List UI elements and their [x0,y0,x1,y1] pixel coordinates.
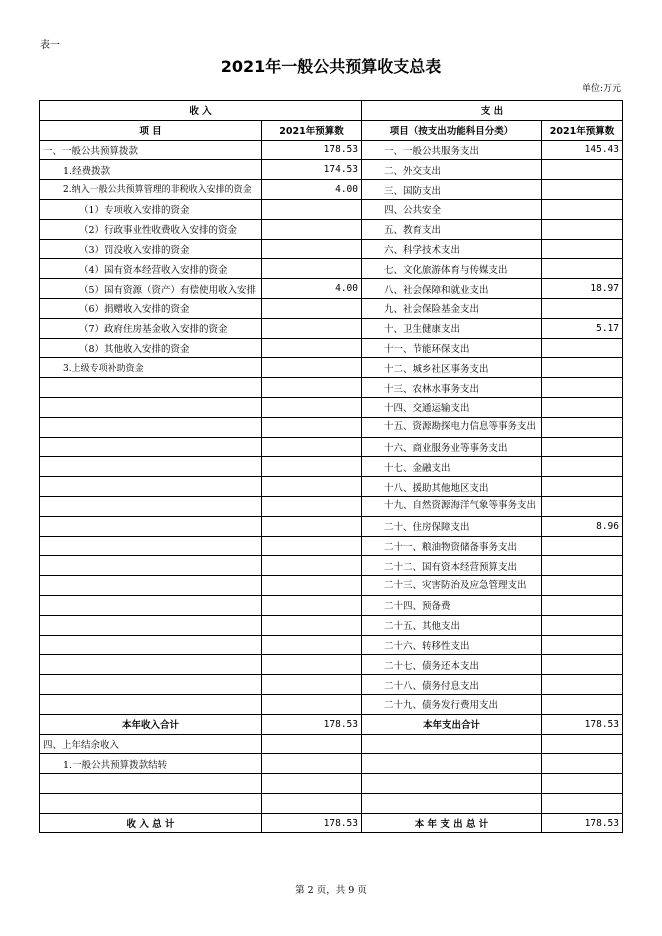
expense-item-cell: 八、社会保障和就业支出 [362,279,542,299]
carryover-value-cell [262,774,362,794]
expense-value-cell [542,298,623,318]
expense-item-cell: 十三、农林水事务支出 [362,378,542,398]
income-value-cell [262,199,362,219]
expense-value-cell [542,417,623,437]
expense-value-cell [542,576,623,596]
income-item-cell: （6）捐赠收入安排的资金 [40,298,262,318]
income-item-cell [40,615,262,635]
carryover-value-cell [262,793,362,813]
income-value-cell [262,477,362,497]
table-row [40,140,623,160]
grand-total-row [40,813,623,833]
expense-value-cell: 8.96 [542,516,623,536]
income-value-cell [262,239,362,259]
grand-income-value: 178.53 [262,813,362,833]
expense-item-cell: 二十九、债务发行费用支出 [362,694,542,714]
table-row [40,378,623,398]
carryover-expense-cell [362,754,542,774]
income-item-cell: （5）国有资源（资产）有偿使用收入安排 [40,279,262,299]
income-value-cell [262,219,362,239]
expense-total-value: 178.53 [542,714,623,734]
carryover-expense-cell [362,793,542,813]
income-item-cell [40,417,262,437]
expense-item-cell: 二、外交支出 [362,160,542,180]
expense-item-cell: 十七、金融支出 [362,457,542,477]
page-footer: 第 2 页，共 9 页 [295,885,367,896]
income-item-cell [40,595,262,615]
income-value-cell [262,675,362,695]
expense-item-cell: 四、公共安全 [362,199,542,219]
expense-value-cell [542,694,623,714]
income-item-cell [40,675,262,695]
income-item-cell [40,457,262,477]
expense-item-cell: 六、科学技术支出 [362,239,542,259]
expense-item-cell: 十五、资源勘探电力信息等事务支出 [362,417,542,437]
income-budget-header: 2021年预算数 [262,120,362,140]
header-column-row [40,120,623,140]
expense-value-cell [542,397,623,417]
income-value-cell: 174.53 [262,160,362,180]
income-group-header: 收 入 [40,101,362,121]
expense-value-cell: 18.97 [542,279,623,299]
table-row [40,219,623,239]
carryover-row [40,754,623,774]
expense-value-cell [542,556,623,576]
grand-expense-value: 178.53 [542,813,623,833]
expense-item-cell: 十一、节能环保支出 [362,338,542,358]
income-value-cell [262,595,362,615]
carryover-value-cell [262,754,362,774]
table-row [40,259,623,279]
income-value-cell [262,259,362,279]
table-row [40,516,623,536]
expense-value-cell [542,675,623,695]
income-item-cell [40,694,262,714]
income-item-cell [40,635,262,655]
income-value-cell: 178.53 [262,140,362,160]
table-row [40,160,623,180]
expense-value-cell [542,378,623,398]
table-row [40,576,623,596]
income-item-cell [40,536,262,556]
page-title: 2021年一般公共预算收支总表 [220,57,442,76]
income-value-cell [262,437,362,457]
expense-item-cell: 二十、住房保障支出 [362,516,542,536]
income-item-cell [40,397,262,417]
table-row [40,338,623,358]
expense-total-label: 本年支出合计 [362,714,542,734]
table-row [40,477,623,497]
expense-value-cell [542,338,623,358]
expense-item-cell: 五、教育支出 [362,219,542,239]
expense-item-cell: 二十五、其他支出 [362,615,542,635]
income-value-cell [262,318,362,338]
grand-income-label: 收 入 总 计 [40,813,262,833]
table-row [40,239,623,259]
carryover-expense-value-cell [542,754,623,774]
income-item-cell [40,378,262,398]
carryover-expense-cell [362,774,542,794]
expense-value-cell [542,437,623,457]
income-item-cell [40,655,262,675]
income-value-cell [262,397,362,417]
carryover-expense-value-cell [542,774,623,794]
income-value-cell [262,556,362,576]
income-item-cell: （7）政府住房基金收入安排的资金 [40,318,262,338]
income-item-header: 项 目 [40,120,262,140]
expense-value-cell [542,496,623,516]
budget-table [39,100,623,833]
grand-expense-label: 本 年 支 出 总 计 [362,813,542,833]
table-row [40,694,623,714]
expense-value-cell [542,536,623,556]
table-row [40,180,623,200]
table-row [40,298,623,318]
table-row [40,655,623,675]
income-item-cell: （2）行政事业性收费收入安排的资金 [40,219,262,239]
income-value-cell [262,615,362,635]
income-value-cell [262,516,362,536]
table-row [40,318,623,338]
expense-budget-header: 2021年预算数 [542,120,623,140]
expense-value-cell [542,239,623,259]
table-row [40,675,623,695]
expense-value-cell [542,160,623,180]
income-item-cell: 3.上级专项补助资金 [40,358,262,378]
table-row [40,279,623,299]
table-row [40,536,623,556]
expense-item-header: 项目（按支出功能科目分类） [362,120,542,140]
income-total-value: 178.53 [262,714,362,734]
expense-item-cell: 二十六、转移性支出 [362,635,542,655]
income-item-cell [40,576,262,596]
expense-item-cell: 三、国防支出 [362,180,542,200]
expense-value-cell [542,595,623,615]
expense-item-cell: 七、文化旅游体育与传媒支出 [362,259,542,279]
income-item-cell: （1）专项收入安排的资金 [40,199,262,219]
expense-item-cell: 二十四、预备费 [362,595,542,615]
income-value-cell [262,298,362,318]
income-value-cell [262,378,362,398]
expense-item-cell: 二十三、灾害防治及应急管理支出 [362,576,542,596]
income-value-cell: 4.00 [262,279,362,299]
expense-value-cell: 5.17 [542,318,623,338]
expense-item-cell: 十八、援助其他地区支出 [362,477,542,497]
table-row [40,397,623,417]
income-item-cell: 2.纳入一般公共预算管理的非税收入安排的资金 [40,180,262,200]
carryover-item-cell [40,774,262,794]
income-value-cell [262,655,362,675]
expense-value-cell [542,615,623,635]
expense-item-cell: 十九、自然资源海洋气象等事务支出 [362,496,542,516]
table-row [40,635,623,655]
carryover-row [40,734,623,754]
expense-item-cell: 十、卫生健康支出 [362,318,542,338]
income-item-cell [40,437,262,457]
table-row [40,199,623,219]
expense-item-cell: 二十八、债务付息支出 [362,675,542,695]
table-row [40,615,623,635]
carryover-expense-value-cell [542,734,623,754]
income-value-cell [262,338,362,358]
unit-label: 单位:万元 [581,84,621,94]
table-row [40,496,623,516]
expense-value-cell [542,358,623,378]
carryover-expense-cell [362,734,542,754]
carryover-row [40,774,623,794]
expense-item-cell: 二十二、国有资本经营预算支出 [362,556,542,576]
expense-item-cell: 二十一、粮油物资储备事务支出 [362,536,542,556]
expense-value-cell [542,259,623,279]
income-value-cell [262,694,362,714]
expense-item-cell: 二十七、债务还本支出 [362,655,542,675]
income-value-cell [262,358,362,378]
income-item-cell [40,516,262,536]
income-item-cell [40,477,262,497]
income-value-cell [262,536,362,556]
table-row [40,457,623,477]
carryover-expense-value-cell [542,793,623,813]
income-item-cell: （8）其他收入安排的资金 [40,338,262,358]
carryover-item-cell [40,793,262,813]
income-value-cell [262,457,362,477]
income-item-cell: 一、一般公共预算拨款 [40,140,262,160]
table-row [40,437,623,457]
income-item-cell [40,556,262,576]
table-tag: 表一 [40,40,60,51]
table-row [40,358,623,378]
carryover-value-cell [262,734,362,754]
income-value-cell [262,576,362,596]
expense-item-cell: 十二、城乡社区事务支出 [362,358,542,378]
income-total-label: 本年收入合计 [40,714,262,734]
income-item-cell: 1.经费拨款 [40,160,262,180]
expense-value-cell [542,219,623,239]
expense-value-cell: 145.43 [542,140,623,160]
expense-value-cell [542,199,623,219]
expense-value-cell [542,635,623,655]
expense-value-cell [542,180,623,200]
header-group-row [40,101,623,121]
expense-value-cell [542,457,623,477]
expense-item-cell: 十四、交通运输支出 [362,397,542,417]
income-value-cell: 4.00 [262,180,362,200]
expense-item-cell: 九、社会保险基金支出 [362,298,542,318]
income-value-cell [262,496,362,516]
carryover-item-cell: 1.一般公共预算拨款结转 [40,754,262,774]
income-item-cell: （4）国有资本经营收入安排的资金 [40,259,262,279]
carryover-item-cell: 四、上年结余收入 [40,734,262,754]
income-item-cell [40,496,262,516]
carryover-row [40,793,623,813]
expense-item-cell: 十六、商业服务业等事务支出 [362,437,542,457]
table-row [40,417,623,437]
expense-value-cell [542,655,623,675]
expense-group-header: 支 出 [362,101,623,121]
expense-item-cell: 一、一般公共服务支出 [362,140,542,160]
income-item-cell: （3）罚没收入安排的资金 [40,239,262,259]
table-row [40,595,623,615]
expense-value-cell [542,477,623,497]
table-row [40,556,623,576]
income-value-cell [262,417,362,437]
year-total-row [40,714,623,734]
income-value-cell [262,635,362,655]
